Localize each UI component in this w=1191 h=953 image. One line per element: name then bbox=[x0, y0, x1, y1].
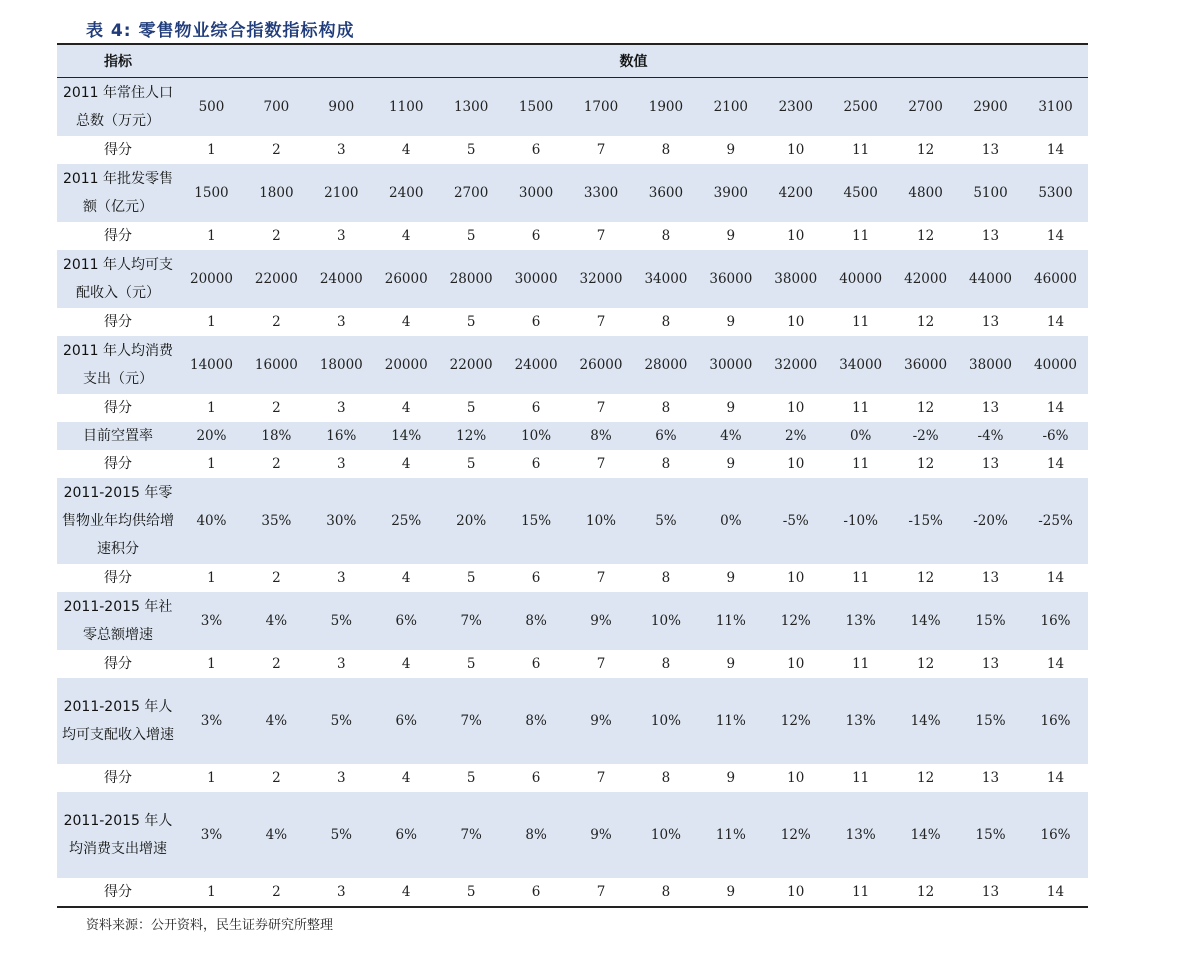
table-cell: 14 bbox=[1046, 570, 1065, 586]
source-note: 资料来源：公开资料，民生证券研究所整理 bbox=[86, 918, 334, 933]
table-cell: 7 bbox=[596, 884, 606, 900]
table-title: 表 4: 零售物业综合指数指标构成 bbox=[86, 21, 355, 41]
table-cell: 3 bbox=[337, 400, 346, 416]
table-cell: 10 bbox=[787, 142, 805, 158]
table-cell: 11 bbox=[852, 656, 870, 672]
table-cell: 15% bbox=[958, 792, 1023, 878]
table-cell: 5 bbox=[466, 570, 476, 586]
table-cell: 8% bbox=[569, 422, 634, 450]
table-cell: 900 bbox=[309, 78, 374, 137]
table-cell: 6 bbox=[531, 770, 541, 786]
table-cell: 4800 bbox=[893, 164, 958, 222]
table-cell: 6 bbox=[531, 314, 541, 330]
table-cell: 11 bbox=[852, 884, 870, 900]
table-cell: 40000 bbox=[828, 250, 893, 308]
table-cell: 34000 bbox=[828, 336, 893, 394]
table-cell: -10% bbox=[828, 478, 893, 564]
table-cell: -6% bbox=[1023, 422, 1088, 450]
table-cell: 13 bbox=[981, 884, 1000, 900]
table-cell: 4 bbox=[401, 570, 411, 586]
table-cell: 500 bbox=[179, 78, 244, 137]
table-cell: 30000 bbox=[698, 336, 763, 394]
table-cell: 14 bbox=[1046, 142, 1065, 158]
score-row bbox=[57, 136, 1088, 164]
table-cell: 13 bbox=[981, 770, 1000, 786]
table-cell: 2 bbox=[272, 400, 281, 416]
table-cell: 9 bbox=[726, 228, 736, 244]
table-cell: 7 bbox=[596, 770, 606, 786]
table-cell: 2700 bbox=[893, 78, 958, 137]
indicator-label: 2011-2015 年零售物业年均供给增速积分 bbox=[57, 478, 179, 564]
table-cell: 13% bbox=[828, 678, 893, 764]
table-cell: 3% bbox=[179, 792, 244, 878]
table-cell: 6 bbox=[531, 142, 541, 158]
score-label: 得分 bbox=[104, 228, 132, 244]
table-cell: 11 bbox=[852, 228, 870, 244]
table-cell: 18% bbox=[244, 422, 309, 450]
score-row bbox=[57, 650, 1088, 678]
table-cell: 1 bbox=[207, 884, 216, 900]
table-cell: 1700 bbox=[569, 78, 634, 137]
table-cell: 8 bbox=[661, 456, 671, 472]
table-cell: 11 bbox=[852, 142, 870, 158]
table-cell: 10% bbox=[504, 422, 569, 450]
table-cell: 4 bbox=[401, 400, 411, 416]
table-cell: 34000 bbox=[633, 250, 698, 308]
table-cell: 3% bbox=[179, 592, 244, 650]
table-cell: 2900 bbox=[958, 78, 1023, 137]
table-cell: 15% bbox=[504, 478, 569, 564]
table-cell: 11% bbox=[698, 678, 763, 764]
table-cell: 2100 bbox=[698, 78, 763, 137]
table-cell: 11 bbox=[852, 400, 870, 416]
table-cell: 5 bbox=[466, 400, 476, 416]
table-cell: 36000 bbox=[698, 250, 763, 308]
table-cell: 8% bbox=[504, 792, 569, 878]
table-cell: -15% bbox=[893, 478, 958, 564]
score-row bbox=[57, 878, 1088, 907]
header-value: 数值 bbox=[179, 44, 1088, 78]
table-cell: 14 bbox=[1046, 770, 1065, 786]
table-cell: 10% bbox=[633, 592, 698, 650]
table-cell: 9% bbox=[569, 592, 634, 650]
table-cell: 2400 bbox=[374, 164, 439, 222]
table-cell: 12 bbox=[917, 142, 935, 158]
table-cell: 4 bbox=[401, 656, 411, 672]
indicator-row bbox=[57, 164, 1088, 222]
table-cell: 4 bbox=[401, 228, 411, 244]
score-label: 得分 bbox=[104, 656, 132, 672]
table-cell: 7% bbox=[439, 678, 504, 764]
table-cell: 3 bbox=[337, 142, 346, 158]
table-cell: 1 bbox=[207, 770, 216, 786]
table-cell: 40% bbox=[179, 478, 244, 564]
table-cell: 38000 bbox=[763, 250, 828, 308]
table-cell: 6 bbox=[531, 456, 541, 472]
table-cell: 2 bbox=[272, 570, 281, 586]
table-cell: 8% bbox=[504, 592, 569, 650]
table-cell: 6 bbox=[531, 656, 541, 672]
indicator-label: 目前空置率 bbox=[57, 422, 179, 450]
table-cell: 12% bbox=[763, 792, 828, 878]
table-cell: 5% bbox=[309, 678, 374, 764]
table-cell: 6 bbox=[531, 884, 541, 900]
table-body bbox=[57, 78, 1088, 908]
table-cell: 5 bbox=[466, 656, 476, 672]
table-cell: 13 bbox=[981, 400, 1000, 416]
table-cell: 16000 bbox=[244, 336, 309, 394]
table-cell: 8 bbox=[661, 400, 671, 416]
table-cell: 7 bbox=[596, 656, 606, 672]
table-cell: 4 bbox=[401, 142, 411, 158]
indicator-row bbox=[57, 422, 1088, 450]
table-cell: 2 bbox=[272, 142, 281, 158]
table-cell: 42000 bbox=[893, 250, 958, 308]
table-cell: 1100 bbox=[374, 78, 439, 137]
table-cell: 12 bbox=[917, 456, 935, 472]
table-cell: 5% bbox=[309, 592, 374, 650]
table-cell: 2 bbox=[272, 456, 281, 472]
table-cell: 13 bbox=[981, 142, 1000, 158]
table-cell: 26000 bbox=[569, 336, 634, 394]
table-cell: 9% bbox=[569, 792, 634, 878]
score-label: 得分 bbox=[104, 142, 132, 158]
table-cell: 1 bbox=[207, 314, 216, 330]
score-label: 得分 bbox=[104, 884, 132, 900]
table-cell: 8 bbox=[661, 770, 671, 786]
table-cell: 12 bbox=[917, 314, 935, 330]
table-cell: 4 bbox=[401, 884, 411, 900]
table-cell: 14% bbox=[893, 592, 958, 650]
table-cell: 12% bbox=[763, 592, 828, 650]
score-row bbox=[57, 764, 1088, 792]
table-cell: 14 bbox=[1046, 656, 1065, 672]
table-cell: 14000 bbox=[179, 336, 244, 394]
table-cell: 35% bbox=[244, 478, 309, 564]
table-cell: 24000 bbox=[309, 250, 374, 308]
table-cell: 9 bbox=[726, 570, 736, 586]
table-cell: 12 bbox=[917, 770, 935, 786]
table-cell: 3300 bbox=[569, 164, 634, 222]
table-cell: 10% bbox=[633, 792, 698, 878]
table-cell: 9 bbox=[726, 400, 736, 416]
indicator-row bbox=[57, 250, 1088, 308]
score-row bbox=[57, 394, 1088, 422]
indicator-label: 2011 年人均可支配收入（元） bbox=[57, 250, 179, 308]
table-header-row bbox=[57, 44, 1088, 78]
table-cell: 6 bbox=[531, 228, 541, 244]
table-cell: 30% bbox=[309, 478, 374, 564]
table-cell: 12% bbox=[763, 678, 828, 764]
table-cell: 1 bbox=[207, 570, 216, 586]
table-cell: 3 bbox=[337, 570, 346, 586]
indicator-label: 2011 年批发零售额（亿元） bbox=[57, 164, 179, 222]
table-cell: 4 bbox=[401, 314, 411, 330]
indicator-row bbox=[57, 792, 1088, 878]
table-cell: 7 bbox=[596, 314, 606, 330]
table-cell: 3600 bbox=[633, 164, 698, 222]
table-cell: 16% bbox=[309, 422, 374, 450]
indicator-label: 2011-2015 年社零总额增速 bbox=[57, 592, 179, 650]
table-cell: 2700 bbox=[439, 164, 504, 222]
table-cell: 6% bbox=[374, 678, 439, 764]
table-cell: 2500 bbox=[828, 78, 893, 137]
indicator-row bbox=[57, 336, 1088, 394]
indicator-label: 2011 年人均消费支出（元） bbox=[57, 336, 179, 394]
table-cell: 1500 bbox=[179, 164, 244, 222]
table-cell: 5100 bbox=[958, 164, 1023, 222]
table-cell: 8 bbox=[661, 142, 671, 158]
table-cell: 13 bbox=[981, 228, 1000, 244]
table-cell: 20000 bbox=[179, 250, 244, 308]
table-cell: 38000 bbox=[958, 336, 1023, 394]
table-cell: 4% bbox=[698, 422, 763, 450]
table-cell: 10 bbox=[787, 456, 805, 472]
table-cell: 15% bbox=[958, 592, 1023, 650]
table-cell: 10 bbox=[787, 570, 805, 586]
table-cell: 20000 bbox=[374, 336, 439, 394]
table-cell: 700 bbox=[244, 78, 309, 137]
indicator-label: 2011-2015 年人均消费支出增速 bbox=[57, 792, 179, 878]
table-cell: 12 bbox=[917, 228, 935, 244]
table-cell: 2100 bbox=[309, 164, 374, 222]
table-cell: 20% bbox=[179, 422, 244, 450]
table-cell: 6% bbox=[374, 792, 439, 878]
indicator-row bbox=[57, 78, 1088, 137]
header-indicator: 指标 bbox=[57, 44, 179, 78]
table-cell: 13% bbox=[828, 792, 893, 878]
table-cell: 8 bbox=[661, 656, 671, 672]
table-cell: 10 bbox=[787, 314, 805, 330]
score-row bbox=[57, 450, 1088, 478]
table-cell: 14 bbox=[1046, 400, 1065, 416]
table-cell: 14% bbox=[374, 422, 439, 450]
table-cell: 8% bbox=[504, 678, 569, 764]
table-cell: 4% bbox=[244, 592, 309, 650]
table-cell: 18000 bbox=[309, 336, 374, 394]
table-cell: 6 bbox=[531, 570, 541, 586]
table-cell: 4% bbox=[244, 678, 309, 764]
table-cell: 8 bbox=[661, 884, 671, 900]
table-cell: 5% bbox=[633, 478, 698, 564]
table-cell: 46000 bbox=[1023, 250, 1088, 308]
table-cell: 7 bbox=[596, 570, 606, 586]
table-cell: 14% bbox=[893, 678, 958, 764]
table-cell: 28000 bbox=[633, 336, 698, 394]
table-cell: 2% bbox=[763, 422, 828, 450]
table-cell: 4 bbox=[401, 456, 411, 472]
table-cell: 10 bbox=[787, 884, 805, 900]
table-cell: 1 bbox=[207, 142, 216, 158]
table-cell: 0% bbox=[698, 478, 763, 564]
indicator-row bbox=[57, 592, 1088, 650]
indicator-row bbox=[57, 478, 1088, 564]
table-cell: 32000 bbox=[763, 336, 828, 394]
indicator-label: 2011-2015 年人均可支配收入增速 bbox=[57, 678, 179, 764]
table-cell: 7% bbox=[439, 792, 504, 878]
table-cell: 3000 bbox=[504, 164, 569, 222]
table-cell: 2 bbox=[272, 314, 281, 330]
table-cell: 11% bbox=[698, 592, 763, 650]
table-cell: 14 bbox=[1046, 228, 1065, 244]
table-cell: 5 bbox=[466, 770, 476, 786]
table-cell: 5 bbox=[466, 314, 476, 330]
table-cell: 9 bbox=[726, 142, 736, 158]
indicator-row bbox=[57, 678, 1088, 764]
table-cell: 7 bbox=[596, 142, 606, 158]
table-cell: 9 bbox=[726, 884, 736, 900]
table-cell: 9 bbox=[726, 656, 736, 672]
table-cell: 12 bbox=[917, 656, 935, 672]
table-cell: 14% bbox=[893, 792, 958, 878]
table-cell: 13 bbox=[981, 314, 1000, 330]
table-cell: 0% bbox=[828, 422, 893, 450]
table-cell: 8 bbox=[661, 314, 671, 330]
table-cell: 3 bbox=[337, 314, 346, 330]
table-cell: 1500 bbox=[504, 78, 569, 137]
table-cell: 11 bbox=[852, 314, 870, 330]
indicator-label: 2011 年常住人口总数（万元） bbox=[57, 78, 179, 137]
table-cell: 28000 bbox=[439, 250, 504, 308]
score-label: 得分 bbox=[104, 314, 132, 330]
table-cell: 7 bbox=[596, 400, 606, 416]
table-cell: 5 bbox=[466, 884, 476, 900]
table-cell: 24000 bbox=[504, 336, 569, 394]
table-cell: 5 bbox=[466, 228, 476, 244]
score-row bbox=[57, 222, 1088, 250]
table-cell: -4% bbox=[958, 422, 1023, 450]
table-cell: 10% bbox=[569, 478, 634, 564]
table-cell: 20% bbox=[439, 478, 504, 564]
table-cell: 7 bbox=[596, 228, 606, 244]
table-cell: 13 bbox=[981, 570, 1000, 586]
table-cell: 22000 bbox=[244, 250, 309, 308]
table-cell: 14 bbox=[1046, 314, 1065, 330]
score-label: 得分 bbox=[104, 456, 132, 472]
table-cell: 44000 bbox=[958, 250, 1023, 308]
table-cell: 8 bbox=[661, 570, 671, 586]
table-cell: 1800 bbox=[244, 164, 309, 222]
table-cell: 2 bbox=[272, 228, 281, 244]
table-cell: 32000 bbox=[569, 250, 634, 308]
table-cell: 2 bbox=[272, 770, 281, 786]
table-cell: -5% bbox=[763, 478, 828, 564]
table-cell: 5 bbox=[466, 456, 476, 472]
table-cell: 7 bbox=[596, 456, 606, 472]
table-cell: 5% bbox=[309, 792, 374, 878]
table-cell: 36000 bbox=[893, 336, 958, 394]
table-cell: 14 bbox=[1046, 884, 1065, 900]
table-cell: 13 bbox=[981, 456, 1000, 472]
table-cell: 1300 bbox=[439, 78, 504, 137]
table-cell: 11 bbox=[852, 456, 870, 472]
table-cell: 3 bbox=[337, 656, 346, 672]
table-cell: 6% bbox=[633, 422, 698, 450]
table-cell: 10 bbox=[787, 656, 805, 672]
table-cell: 16% bbox=[1023, 678, 1088, 764]
table-cell: 1900 bbox=[633, 78, 698, 137]
table-cell: 12 bbox=[917, 884, 935, 900]
table-cell: 22000 bbox=[439, 336, 504, 394]
table-cell: 2 bbox=[272, 884, 281, 900]
table-cell: -2% bbox=[893, 422, 958, 450]
table-cell: 3% bbox=[179, 678, 244, 764]
table-cell: 4 bbox=[401, 770, 411, 786]
table-cell: 10% bbox=[633, 678, 698, 764]
table-cell: 26000 bbox=[374, 250, 439, 308]
table-cell: 16% bbox=[1023, 792, 1088, 878]
score-row bbox=[57, 308, 1088, 336]
table-cell: 16% bbox=[1023, 592, 1088, 650]
table-cell: 4200 bbox=[763, 164, 828, 222]
table-cell: 7% bbox=[439, 592, 504, 650]
table-cell: 10 bbox=[787, 228, 805, 244]
table-cell: 1 bbox=[207, 228, 216, 244]
table-cell: -20% bbox=[958, 478, 1023, 564]
table-cell: 13% bbox=[828, 592, 893, 650]
table-cell: 3 bbox=[337, 770, 346, 786]
score-label: 得分 bbox=[104, 400, 132, 416]
table-cell: -25% bbox=[1023, 478, 1088, 564]
table-cell: 1 bbox=[207, 400, 216, 416]
table-cell: 9% bbox=[569, 678, 634, 764]
table-cell: 10 bbox=[787, 400, 805, 416]
table-cell: 11 bbox=[852, 770, 870, 786]
table-cell: 9 bbox=[726, 770, 736, 786]
table-cell: 1 bbox=[207, 456, 216, 472]
table-cell: 3 bbox=[337, 884, 346, 900]
table-cell: 3 bbox=[337, 228, 346, 244]
table-cell: 3 bbox=[337, 456, 346, 472]
table-cell: 4500 bbox=[828, 164, 893, 222]
score-label: 得分 bbox=[104, 570, 132, 586]
table-cell: 15% bbox=[958, 678, 1023, 764]
table-cell: 12 bbox=[917, 570, 935, 586]
table-cell: 13 bbox=[981, 656, 1000, 672]
table-cell: 5 bbox=[466, 142, 476, 158]
table-cell: 11% bbox=[698, 792, 763, 878]
table-cell: 40000 bbox=[1023, 336, 1088, 394]
table-cell: 6% bbox=[374, 592, 439, 650]
table-cell: 9 bbox=[726, 456, 736, 472]
table-cell: 6 bbox=[531, 400, 541, 416]
table-cell: 1 bbox=[207, 656, 216, 672]
score-row bbox=[57, 564, 1088, 592]
table-cell: 3900 bbox=[698, 164, 763, 222]
table-cell: 10 bbox=[787, 770, 805, 786]
table-cell: 8 bbox=[661, 228, 671, 244]
table-cell: 3100 bbox=[1023, 78, 1088, 137]
table-cell: 25% bbox=[374, 478, 439, 564]
table-cell: 30000 bbox=[504, 250, 569, 308]
table-cell: 5300 bbox=[1023, 164, 1088, 222]
table-cell: 2 bbox=[272, 656, 281, 672]
table-cell: 12 bbox=[917, 400, 935, 416]
table-cell: 2300 bbox=[763, 78, 828, 137]
score-label: 得分 bbox=[104, 770, 132, 786]
index-table bbox=[57, 43, 1088, 908]
table-cell: 4% bbox=[244, 792, 309, 878]
table-cell: 12% bbox=[439, 422, 504, 450]
table-cell: 9 bbox=[726, 314, 736, 330]
table-cell: 11 bbox=[852, 570, 870, 586]
table-cell: 14 bbox=[1046, 456, 1065, 472]
